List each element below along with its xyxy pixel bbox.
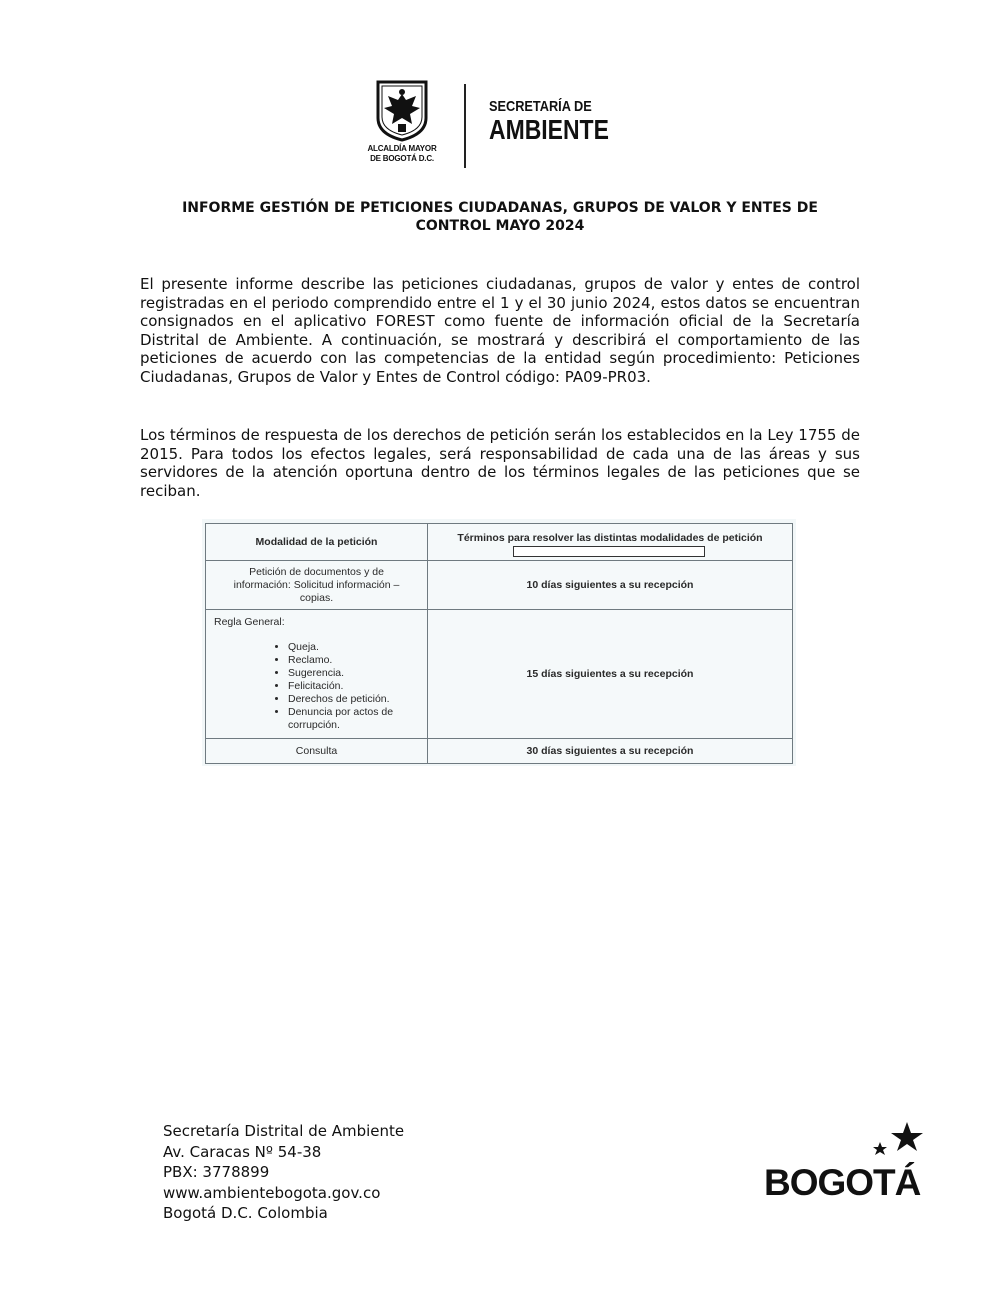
header-terminos	[428, 524, 793, 561]
terms-paragraph: Los términos de respuesta de los derechos de petición serán los establecidos en la Ley 1755 de 2015. Para todos los efectos legales, será responsabilidad de cada una de las áreas y sus servidores de la atención oportuna dentro de los términos legales de las peticiones que se reciban.	[140, 426, 860, 500]
row3-termino: 30 días siguientes a su recepción	[428, 739, 793, 764]
title-line-2: CONTROL MAYO 2024	[415, 218, 585, 234]
row1-termino: 10 días siguientes a su recepción	[428, 561, 793, 610]
table-row	[206, 561, 793, 610]
redacted-box	[513, 546, 705, 557]
coat-of-arms-icon	[376, 80, 428, 142]
bogota-logo	[762, 1120, 932, 1210]
footer-contact	[163, 1121, 404, 1224]
footer-line-4: www.ambientebogota.gov.co	[163, 1183, 381, 1202]
small-star-icon	[873, 1142, 887, 1155]
header-terminos-label: Términos para resolver las distintas modalidades de petición	[457, 532, 763, 544]
regla-general-list	[214, 641, 419, 732]
footer-line-2: Av. Caracas Nº 54-38	[163, 1142, 322, 1161]
secretaria-top-text: SECRETARÍA DE	[489, 98, 592, 115]
footer-line-5: Bogotá D.C. Colombia	[163, 1204, 328, 1222]
table-row	[206, 610, 793, 739]
intro-paragraph: El presente informe describe las peticiones ciudadanas, grupos de valor y entes de control registradas en el periodo comprendido entre el 1 y el 30 junio 2024, estos datos se encuentran consignados en el aplicativo FOREST como fuente de información oficial de la Secretaría Distrital de Ambiente. A continuación, se mostrará y describirá el comportamiento de las peticiones de acuerdo con las competencias de la entidad según procedimiento: Peticiones Ciudadanas, Grupos de Valor y Entes de Control código: PA09-PR03.	[140, 275, 860, 386]
header-modalidad: Modalidad de la petición	[206, 524, 428, 561]
list-item: • Reclamo.	[288, 654, 419, 667]
secretaria-logo	[489, 98, 635, 145]
title-line-1: INFORME GESTIÓN DE PETICIONES CIUDADANAS, GRUPOS DE VALOR Y ENTES DE	[182, 200, 818, 216]
document-header	[350, 80, 650, 172]
list-item: • Derechos de petición.	[288, 693, 419, 706]
list-item: • Sugerencia.	[288, 667, 419, 680]
row1-modalidad: Petición de documentos y de información: Solicitud información – copias.	[206, 561, 428, 610]
alcaldia-line-1: ALCALDÍA MAYOR	[367, 144, 437, 153]
bogota-logo-text: BOGOTÁ	[764, 1162, 921, 1203]
alcaldia-line-2: DE BOGOTÁ D.C.	[370, 154, 434, 163]
list-item: • Denuncia por actos de corrupción.	[288, 706, 419, 732]
alcaldia-logo	[350, 80, 454, 172]
footer-line-3: PBX: 3778899	[163, 1163, 270, 1181]
row2-termino: 15 días siguientes a su recepción	[428, 610, 793, 739]
table-header-row	[206, 524, 793, 561]
table-row	[206, 739, 793, 764]
petition-table-image	[202, 519, 796, 766]
big-star-icon	[891, 1122, 923, 1151]
secretaria-bottom-text: AMBIENTE	[489, 114, 609, 145]
list-item: • Felicitación.	[288, 680, 419, 693]
petition-terms-table	[205, 523, 793, 764]
regla-general-heading: Regla General:	[214, 616, 285, 628]
row3-modalidad: Consulta	[206, 739, 428, 764]
list-item: • Queja.	[288, 641, 419, 654]
footer-line-1: Secretaría Distrital de Ambiente	[163, 1122, 405, 1140]
row2-modalidad	[206, 610, 428, 739]
document-title	[140, 199, 860, 235]
logo-divider	[464, 84, 466, 168]
